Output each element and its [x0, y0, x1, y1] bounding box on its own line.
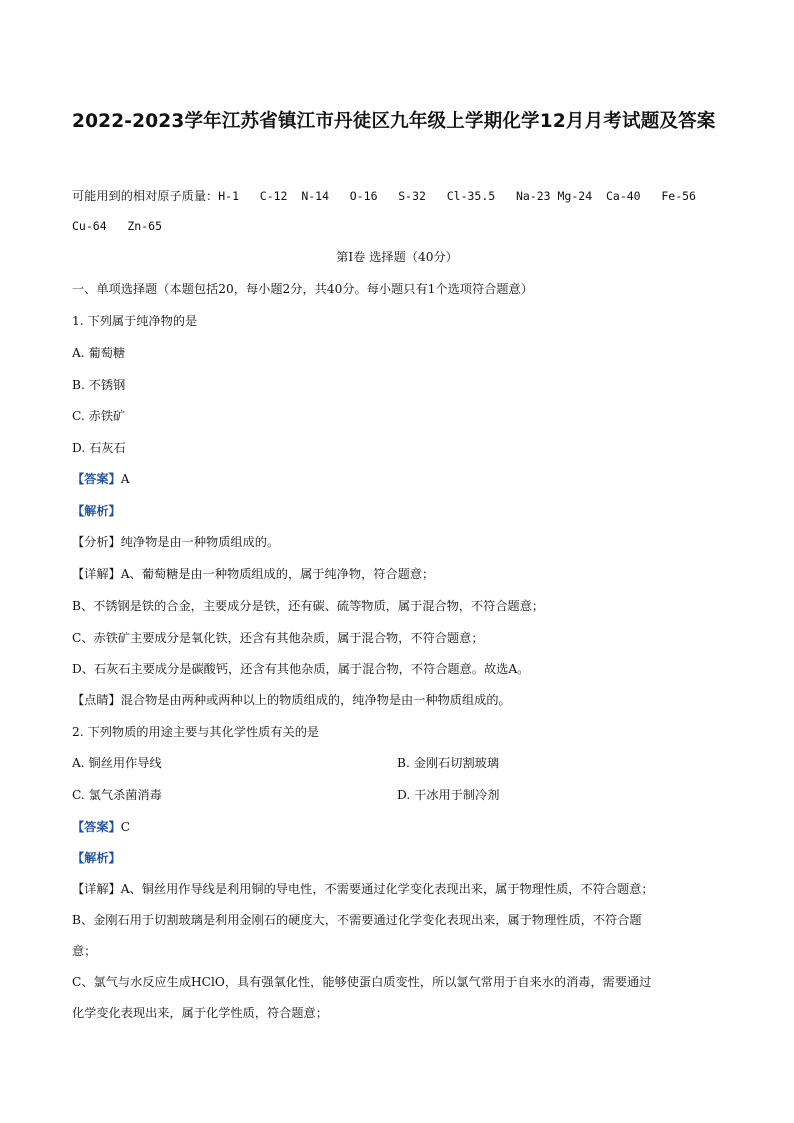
atomic-mass-line-1 — [72, 188, 696, 204]
q1-option-a: A. 葡萄糖 — [72, 346, 126, 360]
q1-fenxi — [72, 534, 279, 550]
page-title: 2022-2023学年江苏省镇江市丹徒区九年级上学期化学12月月考试题及答案 — [72, 111, 716, 132]
q1-xiangjie-tag: 【详解】 — [72, 567, 121, 581]
q1-detail-a — [72, 566, 434, 582]
q2-detail-a — [72, 881, 654, 897]
q2-detail-c-cont: 化学变化表现出来，属于化学性质，符合题意； — [72, 1006, 328, 1020]
q1-answer-value: A — [120, 472, 130, 486]
q1-answer — [72, 471, 130, 487]
atomic-mass-values-1: H-1 C-12 N-14 O-16 S-32 Cl-35.5 Na-23 Mg-24 Ca-40 Fe-56 — [218, 189, 696, 203]
q1-analysis-tag: 【解析】 — [72, 504, 121, 518]
q1-detail-b: B、不锈钢是铁的合金，主要成分是铁，还有碳、硫等物质，属于混合物，不符合题意； — [72, 599, 545, 613]
q2-answer-tag: 【答案】 — [72, 820, 121, 834]
section-instructions: 一、单项选择题（本题包括20，每小题2分，共40分。每小题只有1个选项符合题意） — [72, 282, 533, 296]
q2-answer-value: C — [120, 820, 131, 834]
q1-dianjing — [72, 692, 511, 708]
q2-detail-c: C、氯气与水反应生成HClO，具有强氧化性，能够使蛋白质变性，所以氯气常用于自来水的消毒，需要通过 — [72, 975, 652, 989]
q2-answer — [72, 819, 130, 835]
q2-option-a: A. 铜丝用作导线 — [72, 756, 162, 770]
q1-analysis — [72, 503, 121, 519]
q1-detail-d: D、石灰石主要成分是碳酸钙，还含有其他杂质，属于混合物，不符合题意。故选A。 — [72, 662, 530, 676]
q2-option-d: D. 干冰用于制冷剂 — [397, 788, 500, 802]
q2-option-c: C. 氯气杀菌消毒 — [72, 788, 162, 802]
q1-detail-c: C、赤铁矿主要成分是氧化铁，还含有其他杂质，属于混合物，不符合题意； — [72, 631, 484, 645]
q1-option-b: B. 不锈钢 — [72, 378, 126, 392]
q1-answer-tag: 【答案】 — [72, 472, 121, 486]
q1-dianjing-tag: 【点睛】 — [72, 693, 121, 707]
q2-xiangjie-tag: 【详解】 — [72, 882, 121, 896]
q2-detail-line: A、铜丝用作导线是利用铜的导电性，不需要通过化学变化表现出来，属于物理性质，不符合题意； — [120, 882, 654, 896]
q2-detail-b: B、金刚石用于切割玻璃是利用金刚石的硬度大，不需要通过化学变化表现出来，属于物理性质，不符合题 — [72, 913, 642, 927]
q1-dianjing-text: 混合物是由两种或两种以上的物质组成的，纯净物是由一种物质组成的。 — [120, 693, 511, 707]
section-title: 第Ⅰ卷 选择题（40分） — [336, 250, 458, 264]
q1-fenxi-text: 纯净物是由一种物质组成的。 — [120, 535, 280, 549]
q1-option-d: D. 石灰石 — [72, 441, 126, 455]
q1-option-c: C. 赤铁矿 — [72, 409, 126, 423]
q2-option-b: B. 金刚石切割玻璃 — [397, 756, 500, 770]
q2-detail-b-cont: 意； — [72, 944, 97, 958]
q2-analysis-tag: 【解析】 — [72, 851, 121, 865]
q2-stem: 2. 下列物质的用途主要与其化学性质有关的是 — [72, 725, 320, 739]
q1-detail-line: A、葡萄糖是由一种物质组成的，属于纯净物，符合题意； — [120, 567, 435, 581]
q1-fenxi-tag: 【分析】 — [72, 535, 121, 549]
atomic-mass-values-2: Cu-64 Zn-65 — [72, 219, 163, 233]
q2-analysis — [72, 850, 121, 866]
atomic-mass-label: 可能用到的相对原子质量： — [72, 189, 219, 203]
q1-stem: 1. 下列属于纯净物的是 — [72, 314, 198, 328]
